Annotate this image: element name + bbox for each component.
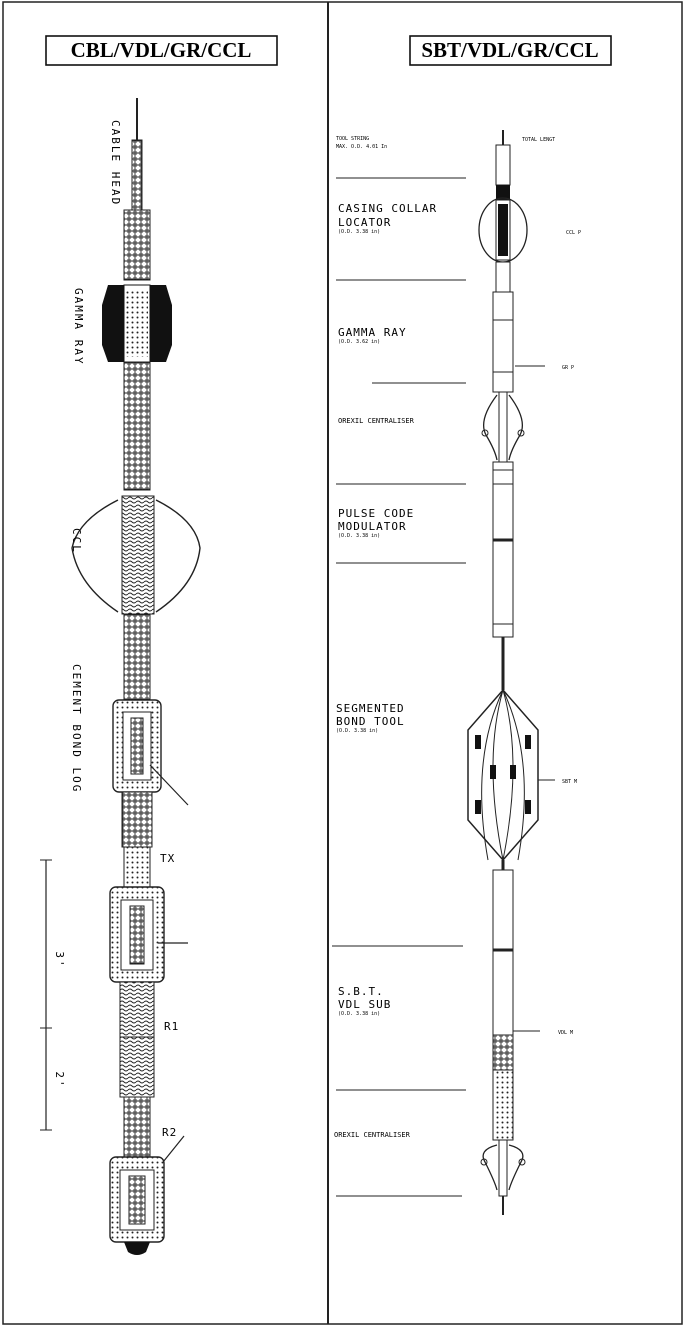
cable-head (132, 140, 142, 210)
label-gamma-ray-right: GAMMA RAY (338, 326, 407, 339)
label-ccl-marker: CCL P (566, 230, 582, 236)
tool-body-2 (124, 362, 150, 490)
outer-frame (3, 2, 682, 1324)
label-tool-string: TOOL STRING (336, 136, 370, 142)
left-title: CBL/VDL/GR/CCL (70, 38, 252, 62)
label-sbt-dot: S.B.T. (338, 985, 384, 998)
label-gamma-ray: GAMMA RAY (72, 288, 85, 366)
label-locator: LOCATOR (338, 216, 392, 229)
tool-body-5 (124, 1097, 150, 1157)
ccl-body (122, 496, 154, 614)
label-tx: TX (160, 852, 176, 865)
right-title: SBT/VDL/GR/CCL (421, 38, 599, 62)
label-cement-bond-log: CEMENT BOND LOG (70, 664, 83, 794)
label-r2: R2 (162, 1126, 178, 1139)
right-tool-2 (496, 262, 510, 292)
label-pcm-od: (O.D. 3.38 in) (338, 533, 381, 539)
label-vdl-od: (O.D. 3.38 in) (338, 1011, 381, 1017)
label-casing-collar: CASING COLLAR (338, 202, 438, 215)
label-gr-od: (O.D. 3.62 in) (338, 339, 381, 345)
right-panel (332, 36, 611, 1215)
label-centraliser-1: OREXIL CENTRALISER (338, 417, 414, 425)
label-vdl-marker: VDL M (558, 1030, 574, 1036)
right-pcm-body (493, 462, 513, 637)
isolator-coils-2 (120, 1037, 154, 1097)
isolator-coils-1 (120, 982, 154, 1037)
tool-body-4 (122, 792, 152, 847)
label-total-length: TOTAL LENGT (522, 137, 556, 143)
label-bond-tool: BOND TOOL (336, 715, 405, 728)
label-modulator: MODULATOR (338, 520, 407, 533)
right-vdl-sub (493, 1035, 513, 1070)
right-sbt-body (468, 690, 538, 860)
label-gr-marker: GR P (562, 365, 575, 371)
label-pulse-code: PULSE CODE (338, 507, 415, 520)
label-sbt-marker: SBT M (562, 779, 578, 785)
label-tool-string-od: MAX. O.D. 4.01 In (336, 144, 388, 150)
bull-nose (124, 1242, 150, 1255)
label-ccl: CCL (70, 528, 83, 554)
left-panel (40, 36, 277, 1255)
label-segmented: SEGMENTED (336, 702, 405, 715)
label-cable-head: CABLE HEAD (109, 120, 122, 207)
right-tool-top (496, 145, 510, 185)
tool-body-3 (124, 615, 150, 700)
spacing-label-2ft: 2' (53, 1071, 66, 1089)
spacing-label-3ft: 3' (53, 951, 66, 969)
label-vdl-sub: VDL SUB (338, 998, 392, 1011)
label-ccl-od: (O.D. 3.38 in) (338, 229, 381, 235)
label-sbt-od: (O.D. 3.38 in) (336, 728, 379, 734)
tx-section (124, 847, 150, 887)
tool-upper-body (124, 210, 150, 280)
label-centraliser-2: OREXIL CENTRALISER (334, 1131, 410, 1139)
right-vdl-body (493, 1070, 513, 1140)
right-gr-body (493, 292, 513, 392)
label-r1: R1 (164, 1020, 180, 1033)
